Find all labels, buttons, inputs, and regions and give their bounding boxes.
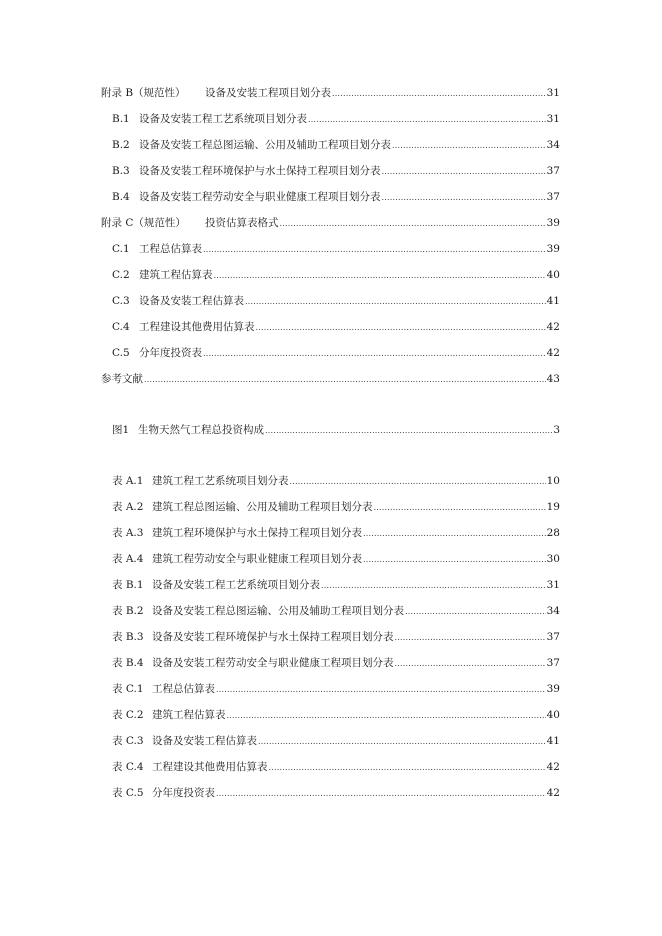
toc-entry-c3[interactable] bbox=[112, 294, 560, 309]
toc-entry-page: 41 bbox=[546, 295, 560, 307]
toc-entry-page: 42 bbox=[546, 347, 560, 359]
toc-entry-title: 设备及安装工程估算表 bbox=[139, 295, 244, 307]
toc-entry-page: 42 bbox=[546, 321, 560, 333]
toc-entry-title: 生物天然气工程总投资构成 bbox=[138, 424, 264, 436]
toc-entry-number: 表 A.2 bbox=[112, 501, 144, 513]
toc-entry-number: C.1 bbox=[112, 243, 130, 255]
toc-entry-page: 34 bbox=[546, 139, 560, 151]
dot-leader bbox=[395, 656, 546, 671]
toc-entry-number: C.5 bbox=[112, 347, 130, 359]
toc-entry-table-c1[interactable] bbox=[112, 682, 560, 697]
toc-entry-page: 30 bbox=[546, 553, 560, 565]
toc-entry-table-c3[interactable] bbox=[112, 734, 560, 749]
dot-leader bbox=[245, 294, 546, 309]
toc-entry-title: 设备及安装工程环境保护与水土保持工程项目划分表 bbox=[152, 631, 394, 643]
toc-entry-page: 37 bbox=[546, 191, 560, 203]
toc-entry-number: B.4 bbox=[112, 191, 130, 203]
toc-entry-table-b4[interactable] bbox=[112, 656, 560, 671]
toc-entry-table-c4[interactable] bbox=[112, 760, 560, 775]
toc-entry-page: 31 bbox=[546, 87, 560, 99]
toc-entry-title: 工程总估算表 bbox=[152, 683, 215, 695]
dot-leader bbox=[227, 708, 546, 723]
toc-entry-page: 39 bbox=[546, 217, 560, 229]
dot-leader bbox=[321, 578, 546, 593]
toc-entry-title: 工程总估算表 bbox=[139, 243, 202, 255]
toc-entry-page: 37 bbox=[546, 165, 560, 177]
toc-entry-page: 39 bbox=[546, 683, 560, 695]
toc-entry-page: 3 bbox=[553, 424, 560, 436]
toc-entry-page: 37 bbox=[546, 657, 560, 669]
toc-entry-title: 设备及安装工程劳动安全与职业健康工程项目划分表 bbox=[139, 191, 381, 203]
toc-entry-title: 分年度投资表 bbox=[152, 787, 215, 799]
toc-entry-page: 31 bbox=[546, 113, 560, 125]
toc-entry-b4[interactable] bbox=[112, 190, 560, 205]
toc-entry-table-a3[interactable] bbox=[112, 526, 560, 541]
toc-entry-table-b2[interactable] bbox=[112, 604, 560, 619]
toc-entry-title: 建筑工程总图运输、公用及辅助工程项目划分表 bbox=[152, 501, 373, 513]
toc-entry-number: C.2 bbox=[112, 269, 130, 281]
toc-entry-number: B.2 bbox=[112, 139, 130, 151]
toc-entry-number: 表 A.4 bbox=[112, 553, 144, 565]
toc-entry-number: 附录 C（规范性） bbox=[101, 217, 186, 229]
toc-entry-page: 42 bbox=[546, 761, 560, 773]
toc-entry-c4[interactable] bbox=[112, 320, 560, 335]
dot-leader bbox=[382, 190, 546, 205]
toc-entry-table-b1[interactable] bbox=[112, 578, 560, 593]
toc-entry-title: 设备及安装工程总图运输、公用及辅助工程项目划分表 bbox=[152, 605, 404, 617]
toc-entry-page: 43 bbox=[546, 373, 560, 385]
toc-entry-number: 表 A.3 bbox=[112, 527, 144, 539]
toc-entry-page: 40 bbox=[546, 269, 560, 281]
toc-entry-b3[interactable] bbox=[112, 164, 560, 179]
toc-entry-title: 设备及安装工程总图运输、公用及辅助工程项目划分表 bbox=[139, 139, 391, 151]
toc-entry-figure-1[interactable] bbox=[112, 423, 560, 438]
dot-leader bbox=[214, 268, 546, 283]
toc-entry-number: 附录 B（规范性） bbox=[101, 87, 186, 99]
toc-entry-title: 建筑工程估算表 bbox=[152, 709, 226, 721]
toc-entry-page: 10 bbox=[546, 475, 560, 487]
toc-entry-title: 建筑工程工艺系统项目划分表 bbox=[152, 475, 289, 487]
toc-entry-references[interactable] bbox=[101, 372, 560, 387]
dot-leader bbox=[374, 500, 546, 515]
dot-leader bbox=[290, 474, 546, 489]
toc-entry-appendix-b[interactable] bbox=[101, 86, 560, 101]
dot-leader bbox=[203, 242, 546, 257]
toc-entry-title: 设备及安装工程估算表 bbox=[152, 735, 257, 747]
toc-entry-number: 表 C.1 bbox=[112, 683, 144, 695]
dot-leader bbox=[392, 138, 546, 153]
dot-leader bbox=[395, 630, 546, 645]
toc-entry-table-a1[interactable] bbox=[112, 474, 560, 489]
toc-entry-page: 40 bbox=[546, 709, 560, 721]
dot-leader bbox=[256, 320, 546, 335]
dot-leader bbox=[269, 760, 546, 775]
dot-leader bbox=[405, 604, 546, 619]
toc-entry-title: 工程建设其他费用估算表 bbox=[152, 761, 268, 773]
toc-entry-page: 42 bbox=[546, 787, 560, 799]
toc-entry-title: 参考文献 bbox=[101, 373, 143, 385]
dot-leader bbox=[144, 372, 546, 387]
toc-entry-number: 图1 bbox=[112, 424, 130, 436]
toc-entry-number: B.3 bbox=[112, 165, 130, 177]
dot-leader bbox=[363, 526, 546, 541]
toc-entry-title: 建筑工程环境保护与水土保持工程项目划分表 bbox=[152, 527, 362, 539]
toc-entry-b1[interactable] bbox=[112, 112, 560, 127]
dot-leader bbox=[216, 786, 546, 801]
toc-entry-c1[interactable] bbox=[112, 242, 560, 257]
toc-entry-number: 表 B.1 bbox=[112, 579, 144, 591]
toc-entry-page: 41 bbox=[546, 735, 560, 747]
toc-entry-title: 建筑工程估算表 bbox=[139, 269, 213, 281]
toc-entry-title: 设备及安装工程项目划分表 bbox=[205, 87, 331, 99]
dot-leader bbox=[332, 86, 546, 101]
toc-entry-title: 建筑工程劳动安全与职业健康工程项目划分表 bbox=[152, 553, 362, 565]
toc-entry-number: 表 C.3 bbox=[112, 735, 144, 747]
toc-entry-c5[interactable] bbox=[112, 346, 560, 361]
toc-entry-table-b3[interactable] bbox=[112, 630, 560, 645]
dot-leader bbox=[280, 216, 546, 231]
toc-entry-b2[interactable] bbox=[112, 138, 560, 153]
toc-entry-number: 表 C.2 bbox=[112, 709, 144, 721]
toc-entry-page: 28 bbox=[546, 527, 560, 539]
toc-entry-number: 表 B.2 bbox=[112, 605, 144, 617]
dot-leader bbox=[265, 423, 552, 438]
toc-entry-table-a4[interactable] bbox=[112, 552, 560, 567]
toc-entry-number: C.3 bbox=[112, 295, 130, 307]
toc-entry-table-a2[interactable] bbox=[112, 500, 560, 515]
toc-entry-title: 设备及安装工程劳动安全与职业健康工程项目划分表 bbox=[152, 657, 394, 669]
toc-entry-number: 表 C.4 bbox=[112, 761, 144, 773]
toc-entry-number: B.1 bbox=[112, 113, 130, 125]
dot-leader bbox=[203, 346, 546, 361]
toc-entry-title: 设备及安装工程工艺系统项目划分表 bbox=[139, 113, 307, 125]
toc-entry-appendix-c[interactable] bbox=[101, 216, 560, 231]
toc-entry-table-c5[interactable] bbox=[112, 786, 560, 801]
dot-leader bbox=[216, 682, 546, 697]
toc-entry-number: 表 C.5 bbox=[112, 787, 144, 799]
toc-entry-title: 工程建设其他费用估算表 bbox=[139, 321, 255, 333]
toc-entry-number: 表 B.4 bbox=[112, 657, 144, 669]
dot-leader bbox=[382, 164, 546, 179]
toc-entry-page: 34 bbox=[546, 605, 560, 617]
toc-entry-title: 设备及安装工程工艺系统项目划分表 bbox=[152, 579, 320, 591]
toc-entry-page: 31 bbox=[546, 579, 560, 591]
toc-entry-page: 19 bbox=[546, 501, 560, 513]
dot-leader bbox=[308, 112, 546, 127]
toc-entry-number: 表 A.1 bbox=[112, 475, 144, 487]
toc-entry-c2[interactable] bbox=[112, 268, 560, 283]
toc-entry-title: 分年度投资表 bbox=[139, 347, 202, 359]
toc-entry-number: C.4 bbox=[112, 321, 130, 333]
toc-entry-page: 37 bbox=[546, 631, 560, 643]
toc-entry-page: 39 bbox=[546, 243, 560, 255]
dot-leader bbox=[363, 552, 546, 567]
dot-leader bbox=[258, 734, 546, 749]
toc-entry-title: 投资估算表格式 bbox=[205, 217, 279, 229]
toc-entry-title: 设备及安装工程环境保护与水土保持工程项目划分表 bbox=[139, 165, 381, 177]
toc-entry-table-c2[interactable] bbox=[112, 708, 560, 723]
toc-entry-number: 表 B.3 bbox=[112, 631, 144, 643]
